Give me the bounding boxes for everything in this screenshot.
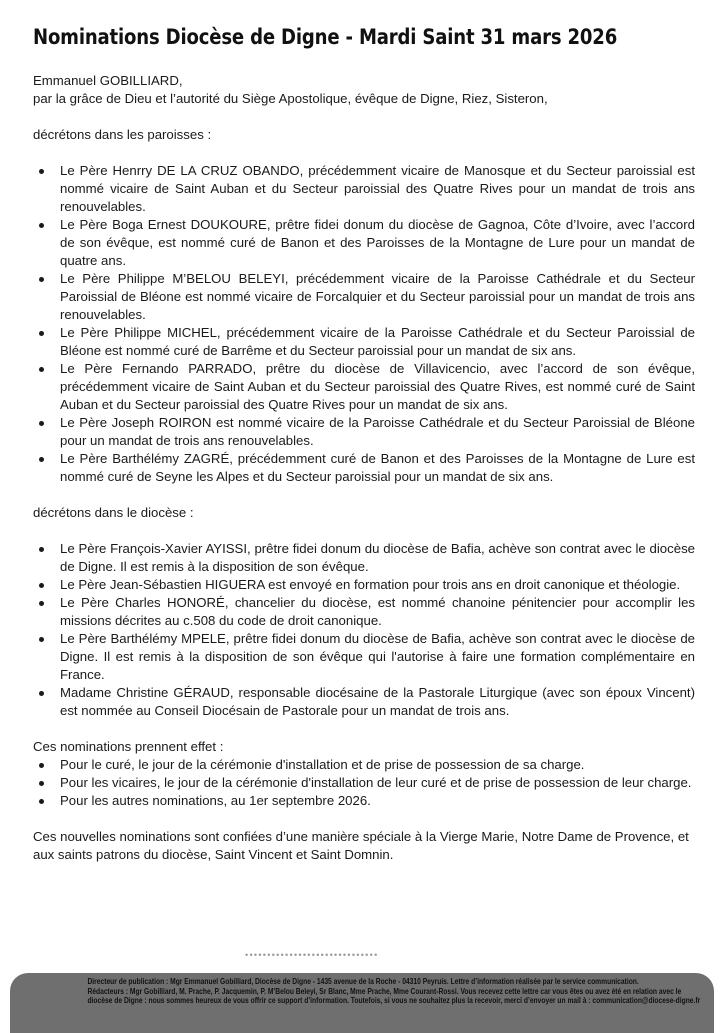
- list-item: Le Père Charles HONORÉ, chancelier du diocèse, est nommé chanoine pénitencier pour accomplir les missions décrites au c.508 du code de droit canonique.: [33, 594, 695, 630]
- document-title: Nominations Diocèse de Digne - Mardi Saint 31 mars 2026: [33, 25, 618, 49]
- author-line: Emmanuel GOBILLIARD,: [33, 73, 183, 88]
- authority-line: par la grâce de Dieu et l’autorité du Siège Apostolique, évêque de Digne, Riez, Sisteron,: [33, 91, 548, 106]
- list-item: Le Père Jean-Sébastien HIGUERA est envoyé en formation pour trois ans en droit canonique et théologie.: [33, 576, 695, 594]
- parishes-heading: décrétons dans les paroisses :: [33, 127, 212, 142]
- list-item: Le Père Henrry DE LA CRUZ OBANDO, précédemment vicaire de Manosque et du Secteur paroissial est nommé vicaire de Saint Auban et du Secteur paroissial des Quatre Rives pour un mandat de trois ans renouvelables.: [33, 162, 695, 216]
- list-item: Le Père Philippe MICHEL, précédemment vicaire de la Paroisse Cathédrale et du Secteur Paroissial de Bléone est nommé curé de Barrême et du Secteur paroissial pour un mandat de six ans.: [33, 324, 695, 360]
- effect-heading: Ces nominations prennent effet :: [33, 739, 224, 754]
- diocese-heading: décrétons dans le diocèse :: [33, 505, 194, 520]
- list-item: Le Père François-Xavier AYISSI, prêtre fidei donum du diocèse de Bafia, achève son contrat avec le diocèse de Digne. Il est remis à la disposition de son évêque.: [33, 540, 695, 576]
- closing-paragraph: Ces nouvelles nominations sont confiées d’une manière spéciale à la Vierge Marie, Notre Dame de Provence, et aux saints patrons du diocèse, Saint Vincent et Saint Domnin.: [33, 829, 689, 862]
- list-item: Le Père Barthélémy ZAGRÉ, précédemment curé de Banon et des Paroisses de la Montagne de Lure est nommé curé de Seyne les Alpes et du Secteur paroissial pour un mandat de six ans.: [33, 450, 695, 486]
- footer-line-unsubscribe: diocèse de Digne : nous sommes heureux de vous offrir ce support d’information. Toutefois, si vous ne souhaitez plus la recevoir, merci d’envoyer un mail à : communication@diocese-digne.fr: [87, 995, 701, 1005]
- list-item: Le Père Boga Ernest DOUKOURE, prêtre fidei donum du diocèse de Gagnoa, Côte d’Ivoire, avec l’accord de son évêque, est nommé curé de Banon et des Paroisses de la Montagne de Lure pour un mandat de quatre ans.: [33, 216, 695, 270]
- document-body: [33, 72, 695, 864]
- parishes-list: [33, 162, 695, 486]
- list-item: Pour les vicaires, le jour de la cérémonie d'installation de leur curé et de prise de possession de leur charge.: [33, 774, 695, 792]
- effect-list: [33, 756, 695, 810]
- list-item: Le Père Philippe M’BELOU BELEYI, précédemment vicaire de la Paroisse Cathédrale et du Secteur Paroissial de Bléone est nommé vicaire de Forcalquier et du Secteur paroissial pour un mandat de trois ans renouvelables.: [33, 270, 695, 324]
- list-item: Le Père Barthélémy MPELE, prêtre fidei donum du diocèse de Bafia, achève son contrat avec le diocèse de Digne. Il est remis à la disposition de son évêque qui l'autorise à faire une formation complémentaire en France.: [33, 630, 695, 684]
- list-item: Pour le curé, le jour de la cérémonie d'installation et de prise de possession de sa charge.: [33, 756, 695, 774]
- footer-line-editors: Rédacteurs : Mgr Gobilliard, M. Prache, P. Jacquemin, P. M’Belou Beleyi, Sr Blanc, Mme Prache, Mme Courant-Rossi. Vous recevez cette lettre car vous êtes ou avez été en relation avec le: [87, 985, 682, 996]
- separator-dots: ••••••••••••••••••••••••••••••: [245, 950, 379, 960]
- diocese-list: [33, 540, 695, 720]
- list-item: Le Père Joseph ROIRON est nommé vicaire de la Paroisse Cathédrale et du Secteur Paroissial de Bléone pour un mandat de trois ans renouvelables.: [33, 414, 695, 450]
- footer: [10, 973, 714, 1033]
- list-item: Madame Christine GÉRAUD, responsable diocésaine de la Pastorale Liturgique (avec son époux Vincent) est nommée au Conseil Diocésain de Pastorale pour un mandat de trois ans.: [33, 684, 695, 720]
- list-item: Le Père Fernando PARRADO, prêtre du diocèse de Villavicencio, avec l’accord de son évêque, précédemment vicaire de Saint Auban et du Secteur paroissial des Quatre Rives, est nommé curé de Saint Auban et du Secteur paroissial des Quatre Rives pour un mandat de six ans.: [33, 360, 695, 414]
- footer-line-publication: Directeur de publication : Mgr Emmanuel Gobilliard, Diocèse de Digne - 1435 avenue de la Roche - 04310 Peyruis. Lettre d’information réalisée par le service communication.: [87, 976, 639, 986]
- list-item: Pour les autres nominations, au 1er septembre 2026.: [33, 792, 695, 810]
